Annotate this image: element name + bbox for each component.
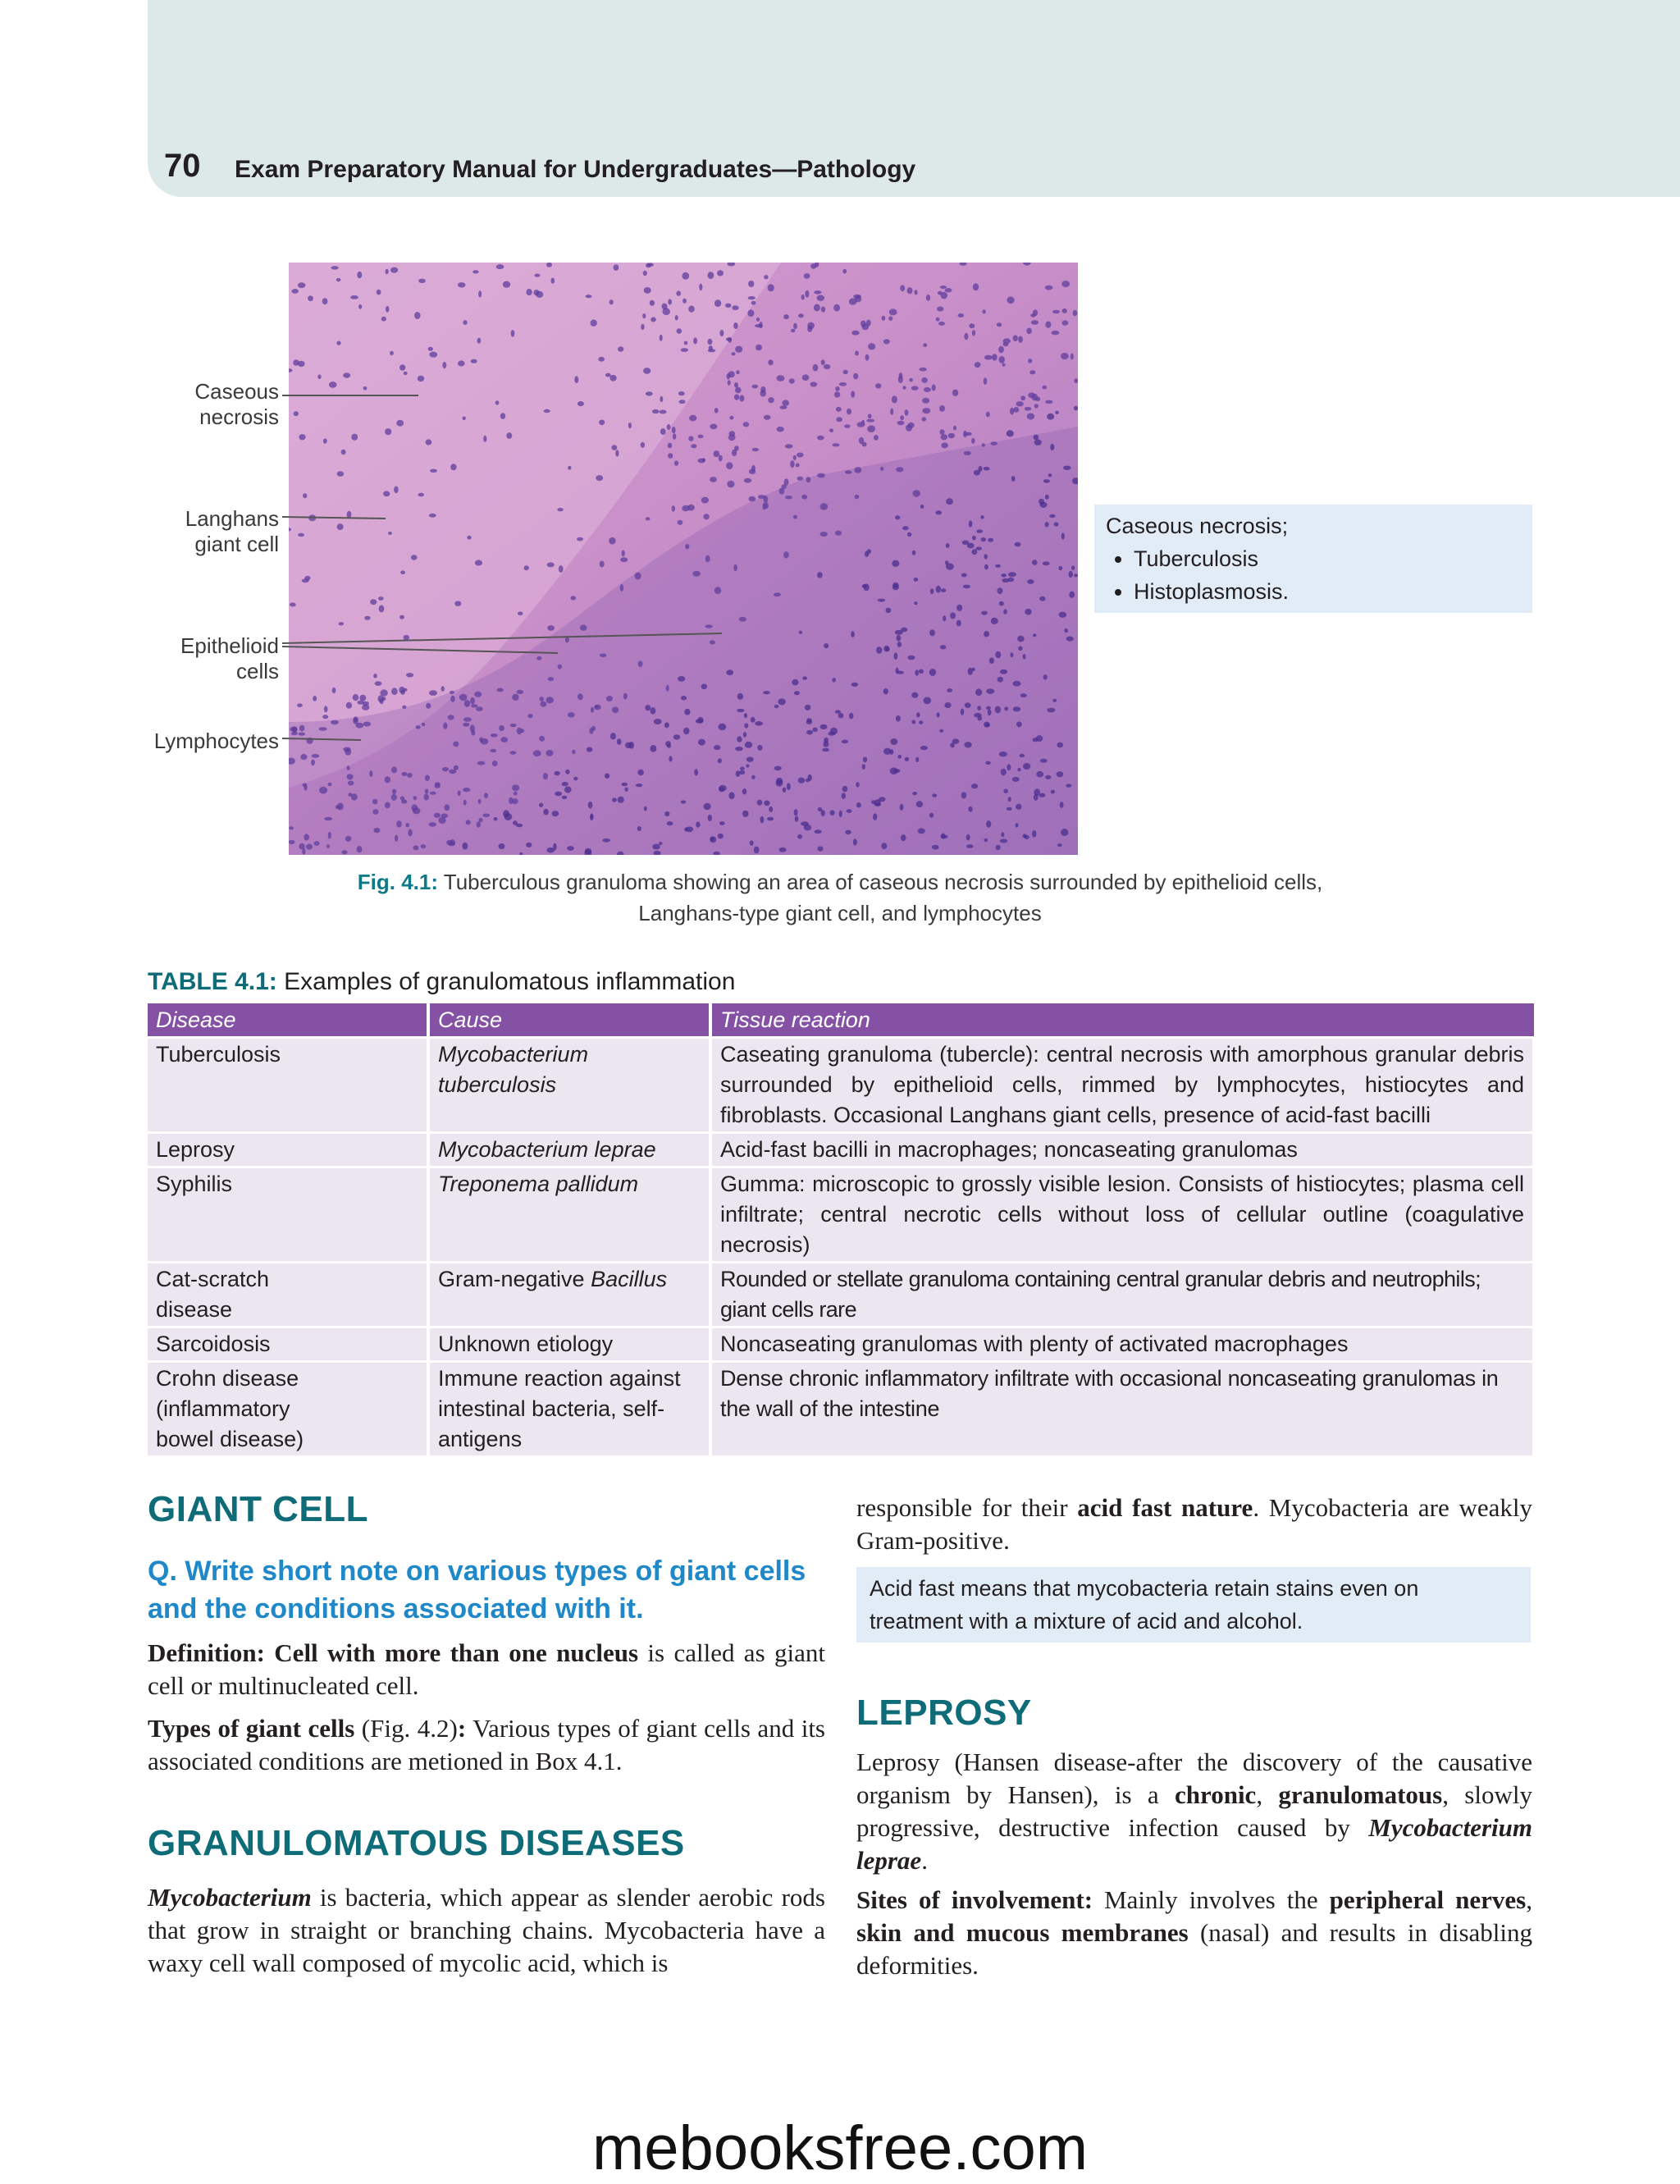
table-header-row bbox=[148, 1003, 1534, 1038]
leprosy-chronic: chronic bbox=[1175, 1780, 1257, 1809]
granulomatous-diseases-heading: GRANULOMATOUS DISEASES bbox=[148, 1823, 685, 1863]
question-giant-cells: Q. Write short note on various types of giant cells and the conditions associated with it. bbox=[148, 1556, 806, 1624]
figure-leader-lines bbox=[271, 386, 738, 755]
types-label: Types of giant cells bbox=[148, 1714, 355, 1743]
leprosy-paragraph bbox=[856, 1746, 1532, 1877]
label-epithelioid-cells: Epithelioid cells bbox=[180, 633, 279, 683]
cell-disease: Syphilis bbox=[148, 1167, 428, 1263]
types-ref: (Fig. 4.2) bbox=[354, 1714, 458, 1743]
cell-disease: Tuberculosis bbox=[148, 1038, 428, 1133]
definition-text: is called as giant cell or multinucleated cell. bbox=[148, 1638, 825, 1700]
table-row bbox=[148, 1133, 1534, 1167]
definition-label: Definition: Cell with more than one nucleus bbox=[148, 1638, 639, 1667]
cell-cause: Unknown etiology bbox=[428, 1327, 710, 1362]
cell-tissue-reaction: Dense chronic inflammatory infiltrate with occasional noncaseating granulomas in the wall of the intestine bbox=[710, 1362, 1534, 1456]
caption-line-2: Langhans-type giant cell, and lymphocytes bbox=[638, 901, 1042, 925]
table-row bbox=[148, 1167, 1534, 1263]
acid-fast-note: Acid fast means that mycobacteria retain stains even on treatment with a mixture of acid and alcohol. bbox=[856, 1567, 1531, 1643]
callout-item: • Histoplasmosis. bbox=[1134, 575, 1521, 608]
cell-disease: Sarcoidosis bbox=[148, 1327, 428, 1362]
table-caption: Examples of granulomatous inflammation bbox=[284, 968, 736, 995]
table-number: TABLE 4.1: bbox=[148, 968, 277, 995]
leprosy-heading: LEPROSY bbox=[856, 1693, 1032, 1733]
types-colon: : bbox=[457, 1714, 467, 1743]
leprosy-sep: , bbox=[1256, 1780, 1279, 1809]
cell-disease: Leprosy bbox=[148, 1133, 428, 1167]
figure-caption bbox=[289, 866, 1391, 929]
giant-cell-heading: GIANT CELL bbox=[148, 1489, 368, 1529]
sites-text-2: (nasal) and results in disabling deformities. bbox=[856, 1918, 1532, 1980]
column-header-tissue-reaction: Tissue reaction bbox=[710, 1003, 1534, 1038]
acid-fast-paragraph bbox=[856, 1492, 1532, 1557]
mycobacterium-text: is bacteria, which appear as slender aerobic rods that grow in straight or branching chains. Mycobacteria have a waxy cell wall composed of mycolic acid, which is bbox=[148, 1883, 825, 1977]
callout-title: Caseous necrosis; bbox=[1106, 514, 1289, 538]
label-caseous-necrosis: Caseous necrosis bbox=[194, 379, 279, 429]
column-header-cause: Cause bbox=[428, 1003, 710, 1038]
table-title bbox=[148, 968, 735, 996]
caseous-necrosis-callout bbox=[1094, 505, 1532, 613]
acid-fast-text-1: responsible for their bbox=[856, 1493, 1078, 1522]
cell-cause: Mycobacterium leprae bbox=[428, 1133, 710, 1167]
sites-peripheral-nerves: peripheral nerves bbox=[1329, 1885, 1527, 1914]
cell-disease: Cat-scratch disease bbox=[148, 1263, 428, 1327]
sites-skin-mucous: skin and mucous membranes bbox=[856, 1918, 1189, 1947]
mycobacterium-term: Mycobacterium bbox=[148, 1883, 312, 1912]
leprosy-end: . bbox=[921, 1846, 928, 1875]
callout-list bbox=[1106, 542, 1521, 608]
callout-item: • Tuberculosis bbox=[1134, 542, 1521, 575]
sites-label: Sites of involvement: bbox=[856, 1885, 1093, 1914]
table-row bbox=[148, 1327, 1534, 1362]
sites-sep: , bbox=[1526, 1885, 1532, 1914]
cell-cause bbox=[428, 1263, 710, 1327]
cell-cause: Immune reaction against intestinal bacteria, self-antigens bbox=[428, 1362, 710, 1456]
sites-text-1: Mainly involves the bbox=[1093, 1885, 1330, 1914]
granulomatous-inflammation-table bbox=[148, 1003, 1536, 1455]
cell-tissue-reaction: Rounded or stellate granuloma containing central granular debris and neutrophils; giant cells rare bbox=[710, 1263, 1534, 1327]
cell-tissue-reaction: Noncaseating granulomas with plenty of activated macrophages bbox=[710, 1327, 1534, 1362]
mycobacterium-paragraph bbox=[148, 1881, 825, 1980]
table-row bbox=[148, 1362, 1534, 1456]
column-header-disease: Disease bbox=[148, 1003, 428, 1038]
table-row bbox=[148, 1038, 1534, 1133]
leprosy-text-1: Leprosy (Hansen disease-after the discovery of the causative organism by Hansen), is a bbox=[856, 1748, 1532, 1809]
acid-fast-bold: acid fast nature bbox=[1077, 1493, 1253, 1522]
cell-tissue-reaction: Acid-fast bacilli in macrophages; noncaseating granulomas bbox=[710, 1133, 1534, 1167]
cell-tissue-reaction: Gumma: microscopic to grossly visible lesion. Consists of histiocytes; plasma cell infiltrate; central necrotic cells without loss of cellular outline (coagulative necrosis) bbox=[710, 1167, 1534, 1263]
watermark: mebooksfree.com bbox=[591, 2113, 1089, 2183]
cell-tissue-reaction: Caseating granuloma (tubercle): central necrosis with amorphous granular debris surrounded by epithelioid cells, rimmed by lymphocytes, histiocytes and fibroblasts. Occasional Langhans giant cells, presence of acid-fast bacilli bbox=[710, 1038, 1534, 1133]
cause-italic: Bacillus bbox=[591, 1267, 668, 1291]
running-title: Exam Preparatory Manual for Undergraduates—Pathology bbox=[235, 156, 916, 183]
table-row bbox=[148, 1263, 1534, 1327]
page-number: 70 bbox=[164, 148, 201, 184]
cell-disease: Crohn disease (inflammatory bowel disease) bbox=[148, 1362, 428, 1456]
cell-cause: Mycobacterium tuberculosis bbox=[428, 1038, 710, 1133]
label-lymphocytes: Lymphocytes bbox=[153, 729, 279, 753]
leprosy-granulomatous: granulomatous bbox=[1278, 1780, 1443, 1809]
caption-line-1: Tuberculous granuloma showing an area of caseous necrosis surrounded by epithelioid cells, bbox=[443, 870, 1323, 894]
definition-paragraph bbox=[148, 1637, 825, 1702]
types-paragraph bbox=[148, 1712, 825, 1778]
cell-cause: Treponema pallidum bbox=[428, 1167, 710, 1263]
cause-plain: Gram-negative bbox=[438, 1267, 591, 1291]
types-text: Various types of giant cells and its associated conditions are metioned in Box 4.1. bbox=[148, 1714, 825, 1775]
figure-number: Fig. 4.1: bbox=[357, 870, 439, 894]
sites-paragraph bbox=[856, 1884, 1532, 1982]
leprosy-text-2: , slowly progressive, destructive infection caused by bbox=[856, 1780, 1532, 1842]
label-langhans-giant-cell: Langhans giant cell bbox=[185, 506, 279, 556]
leprosy-organism: Mycobacterium leprae bbox=[856, 1813, 1532, 1875]
acid-fast-text-2: . Mycobacteria are weakly Gram-positive. bbox=[856, 1493, 1532, 1555]
